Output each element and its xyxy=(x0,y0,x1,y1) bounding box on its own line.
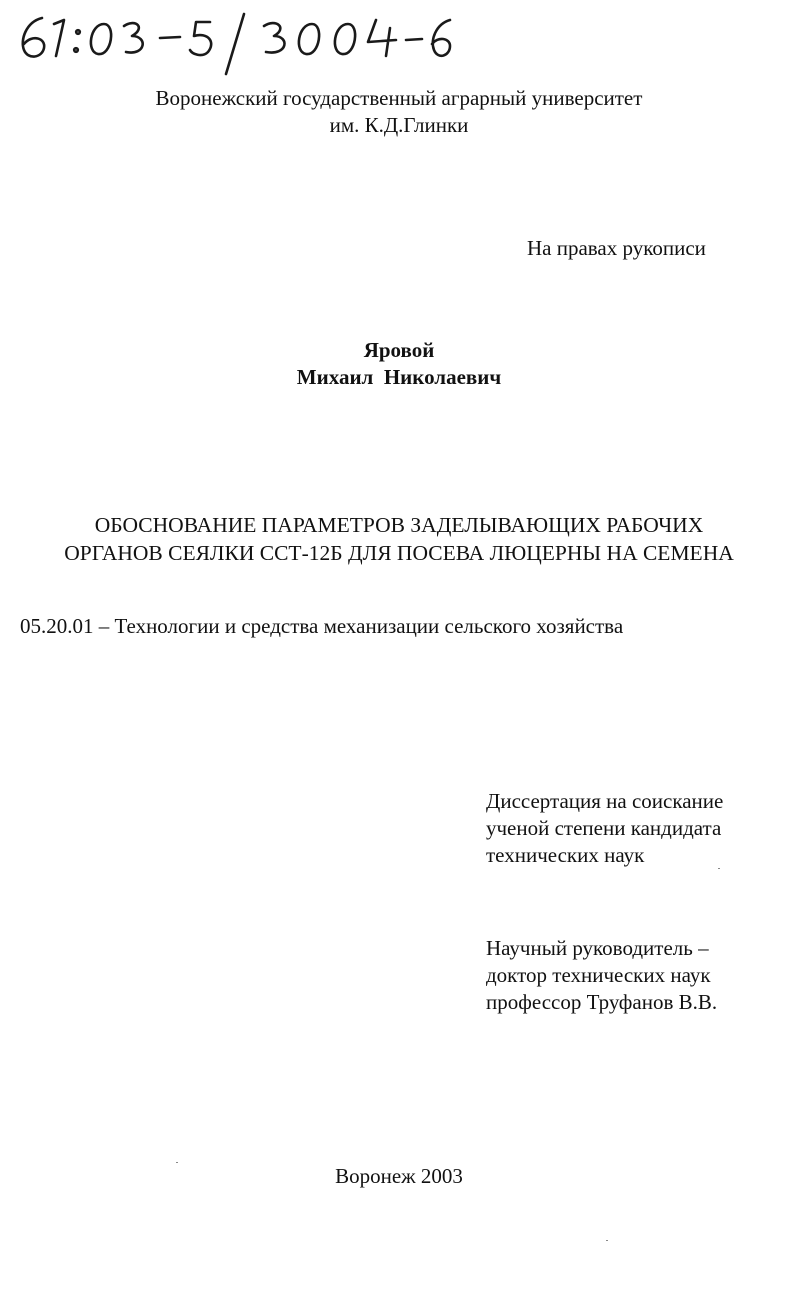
advisor-line-2: доктор технических наук xyxy=(486,963,711,987)
university-line-2: им. К.Д.Глинки xyxy=(329,113,469,137)
dissertation-degree xyxy=(486,788,723,869)
handwritten-archive-mark-drawing xyxy=(12,6,452,76)
city-year: Воронеж 2003 xyxy=(335,1164,463,1188)
dissertation-line-3: технических наук xyxy=(486,843,645,867)
university-line-1: Воронежский государственный аграрный университет xyxy=(155,86,643,110)
specialty-code: 05.20.01 – Технологии и средства механизации сельского хозяйства xyxy=(20,614,624,638)
scan-speck xyxy=(606,1240,608,1241)
author-given-names: Михаил Николаевич xyxy=(296,365,502,389)
advisor-line-3: профессор Труфанов В.В. xyxy=(486,990,718,1014)
scan-speck xyxy=(176,1162,178,1163)
advisor-line-1: Научный руководитель – xyxy=(486,936,709,960)
scan-speck xyxy=(718,868,720,869)
title-line-2: ОРГАНОВ СЕЯЛКИ ССТ-12Б ДЛЯ ПОСЕВА ЛЮЦЕРНЫ НА СЕМЕНА xyxy=(64,541,734,565)
dissertation-line-1: Диссертация на соискание xyxy=(486,789,724,813)
author-name xyxy=(0,337,798,391)
author-surname: Яровой xyxy=(363,338,435,362)
manuscript-rights: На правах рукописи xyxy=(527,236,706,260)
scientific-advisor xyxy=(486,935,717,1016)
handwritten-archive-mark xyxy=(12,6,452,76)
university-name xyxy=(0,85,798,139)
dissertation-line-2: ученой степени кандидата xyxy=(486,816,722,840)
title-line-1: ОБОСНОВАНИЕ ПАРАМЕТРОВ ЗАДЕЛЫВАЮЩИХ РАБОЧИХ xyxy=(94,513,704,537)
dissertation-title xyxy=(0,511,798,567)
